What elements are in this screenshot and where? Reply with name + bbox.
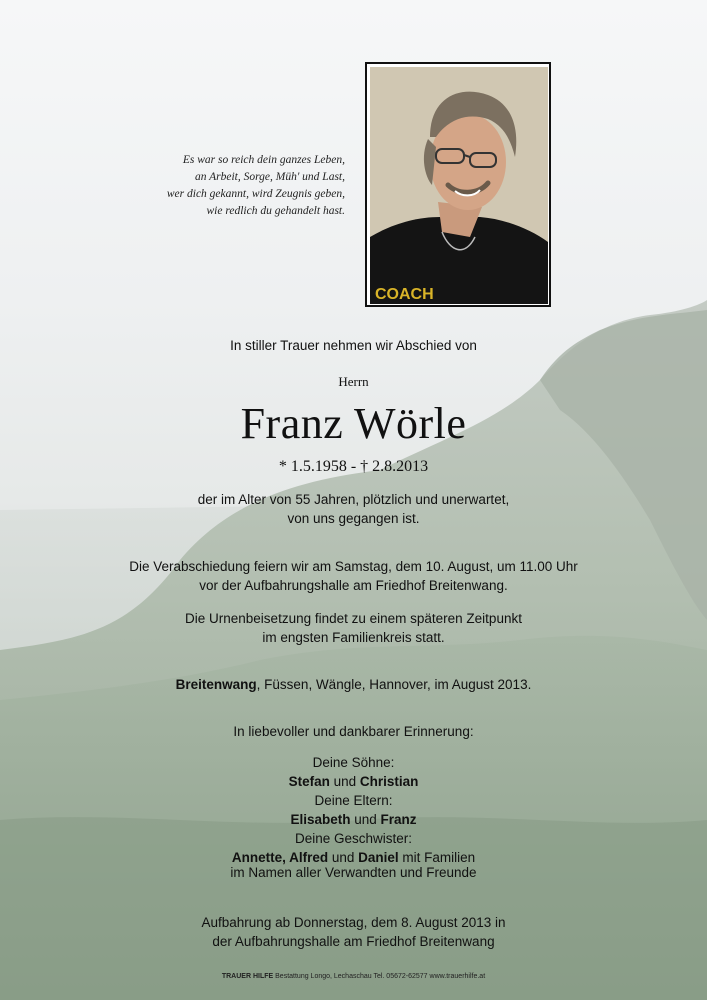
age-line: der im Alter von 55 Jahren, plötzlich und unerwartet, bbox=[197, 492, 510, 507]
family-block bbox=[0, 753, 707, 867]
poem bbox=[120, 152, 345, 220]
salutation: Herrn bbox=[338, 374, 369, 389]
farewell-line: Die Verabschiedung feiern wir am Samstag, dem 10. August, um 11.00 Uhr bbox=[129, 559, 578, 574]
son-name: Christian bbox=[359, 774, 419, 789]
sibling-name: Annette, Alfred bbox=[231, 850, 329, 865]
age-text bbox=[0, 490, 707, 528]
conjunction: und bbox=[329, 774, 360, 789]
urn-text bbox=[0, 609, 707, 647]
viewing-line: Aufbahrung ab Donnerstag, dem 8. August 2013 in bbox=[201, 915, 506, 930]
urn-line: Die Urnenbeisetzung findet zu einem späteren Zeitpunkt bbox=[185, 611, 522, 626]
memory-text: In liebevoller und dankbarer Erinnerung: bbox=[233, 724, 474, 739]
urn-line: im engsten Familienkreis statt. bbox=[262, 630, 445, 645]
relatives-text: im Namen aller Verwandten und Freunde bbox=[230, 865, 477, 880]
place-date bbox=[0, 675, 707, 694]
poem-line: an Arbeit, Sorge, Müh' und Last, bbox=[194, 171, 345, 183]
poem-line: wie redlich du gehandelt hast. bbox=[206, 205, 345, 217]
sibling-name: Daniel bbox=[358, 850, 399, 865]
sibling-suffix: mit Familien bbox=[398, 850, 476, 865]
place-bold: Breitenwang bbox=[175, 677, 257, 692]
farewell-line: vor der Aufbahrungshalle am Friedhof Breitenwang. bbox=[199, 578, 508, 593]
portrait-image bbox=[370, 67, 548, 304]
footer-brand: TRAUER HILFE bbox=[221, 973, 274, 980]
parents-names bbox=[0, 810, 707, 829]
place-rest: , Füssen, Wängle, Hannover, im August 2013. bbox=[256, 677, 532, 692]
portrait-photo bbox=[365, 62, 551, 307]
age-line: von uns gegangen ist. bbox=[287, 511, 420, 526]
viewing-text bbox=[0, 913, 707, 951]
poem-line: Es war so reich dein ganzes Leben, bbox=[182, 154, 345, 166]
siblings-label: Deine Geschwister: bbox=[294, 831, 413, 846]
sons-label: Deine Söhne: bbox=[312, 755, 395, 770]
deceased-name: Franz Wörle bbox=[240, 399, 467, 448]
parents-label: Deine Eltern: bbox=[314, 793, 393, 808]
footer-contact: Bestattung Longo, Lechaschau Tel. 05672-62577 www.trauerhilfe.at bbox=[273, 973, 486, 980]
footer bbox=[0, 973, 707, 980]
parent-name: Elisabeth bbox=[290, 812, 351, 827]
parent-name: Franz bbox=[380, 812, 417, 827]
sons-names bbox=[0, 772, 707, 791]
farewell-text bbox=[0, 557, 707, 595]
son-name: Stefan bbox=[288, 774, 330, 789]
poem-line: wer dich gekannt, wird Zeugnis geben, bbox=[166, 188, 345, 200]
conjunction: und bbox=[328, 850, 359, 865]
viewing-line: der Aufbahrungshalle am Friedhof Breitenwang bbox=[212, 934, 495, 949]
intro-text: In stiller Trauer nehmen wir Abschied von bbox=[230, 338, 477, 353]
conjunction: und bbox=[350, 812, 381, 827]
life-dates: * 1.5.1958 - † 2.8.2013 bbox=[278, 458, 429, 475]
shirt-print: COACH bbox=[375, 286, 434, 303]
